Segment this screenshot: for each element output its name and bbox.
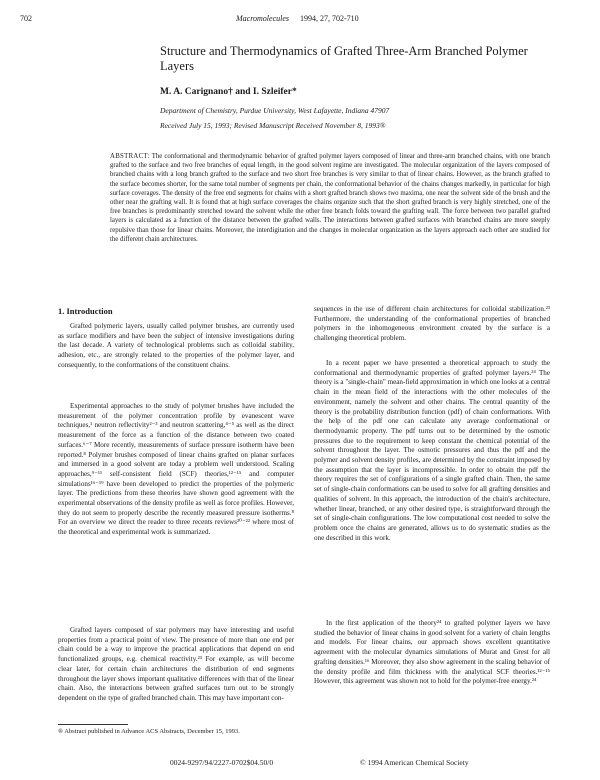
journal-name: Macromolecules (236, 14, 290, 23)
article-title: Structure and Thermodynamics of Grafted Three-Arm Branched Polymer Layers (160, 44, 528, 73)
footnote: ® Abstract published in Advance ACS Abstracts, December 15, 1993. (58, 728, 240, 735)
article-authors: M. A. Carignano† and I. Szleifer* (160, 87, 297, 97)
page-number: 702 (20, 14, 32, 23)
journal-citation: 1994, 27, 702-710 (300, 14, 359, 23)
paragraph: sequences in the use of different chain architectures for colloidal stabilization.²³ Furthermore, the understanding of the conformational properties of branched polymers in the inhomogeneous environment created by the surface is a challenging theoretical problem. (314, 305, 550, 343)
paragraph: Grafted polymeric layers, usually called polymer brushes, are currently used as surface modifiers and have been the subject of intensive investigations during the last decade. A variety of technological problems such as colloidal stability, adhesion, etc., are strongly related to the properties of the polymer layer, and consequently, to the conformations of the constituent chains. (58, 322, 294, 369)
left-column (58, 322, 294, 722)
paragraph: In a recent paper we have presented a theoretical approach to study the conformational and thermodynamic properties of grafted polymer layers.²⁴ The theory is a "single-chain" mean-field approximation in which one looks at a central chain in the mean field of the interactions with the other molecules of the environment, namely the solvent and other chains. The central quantity of the theory is the probability distribution function (pdf) of chain conformations. With the help of the pdf one can calculate any average conformational or thermodynamic property. The pdf turns out to be determined by the osmotic pressures due to the requirement to keep constant the chemical potential of the solvent throughout the layer. The osmotic pressures and thus the pdf and the polymer and solvent density profiles, are determined by the constraint imposed by the assumption that the layer is incompressible. In order to obtain the pdf the theory requires the set of configurations of a single grafted chain. Then, the same set of single-chain conformations can be used to solve for all grafting densities and qualities of solvent. In this approach, the introduction of the chain's architecture, whether linear, branched, or any other desired type, is straightforward through the set of single-chain configurations. The low computational cost needed to solve the problem once the chains are generated, allows us to do systematic studies as the one described in this work. (314, 359, 550, 542)
paragraph: Grafted layers composed of star polymers may have interesting and useful properties from a practical point of view. The presence of more than one end per chain could be a way to improve the practical applications that depend on end functionalized groups, e.g. chemical reactivity.²³ For example, as will become clear later, for certain chain architectures the distribution of end segments throughout the layer shows important qualitative differences with that of the linear chain. Also, the interactions between grafted surfaces turn out to be strongly dependent on the type of grafted branched chain. This may have important con- (58, 626, 294, 702)
abstract-text: The conformational and thermodynamic behavior of grafted polymer layers composed of linear and three-arm branched chains, with one branch grafted to the surface and two free branches of equal length, in the good solvent regime are investigated. The molecular organization of the layers composed of branched chains with a long branch grafted to the surface and two short free branches is very similar to that of linear chains. However, as the branch grafted to the surface becomes shorter, for the same total number of segments per chain, the conformational behavior of the chains changes markedly, in particular for high surface coverages. The density of the free end segments for chains with a short grafted branch shows two maxima, one near the solvent side of the brush and the other near the grafting wall. It is found that at high surface coverages the chains organize such that the short grafted branch is very highly stretched, one of the free branches is predominantly stretched toward the solvent while the other free branch folds toward the grafting wall. The force between two parallel grafted layers is calculated as a function of the distance between the grafted walls. The interactions between grafted surfaces with branched chains are more steeply repulsive than those for linear chains. Moreover, the interdigitation and the changes in molecular organization as the layers approach each other are studied for the different chain architectures. (110, 153, 551, 243)
author-affiliation: Department of Chemistry, Purdue University, West Lafayette, Indiana 47907 (160, 106, 390, 115)
right-column (314, 305, 550, 760)
footnote-rule (58, 724, 128, 725)
article-code: 0024-9297/94/2227-0702$04.50/0 (170, 758, 274, 767)
paragraph: In the first application of the theory²⁴ to grafted polymer layers we have studied the behavior of linear chains in good solvent for a variety of chain lengths and models. For linear chains, our approach shows excellent quantitative agreement with the molecular dynamics simulations of Murat and Grest for all grafting densities.¹⁶ Moreover, they also show agreement in the scaling behavior of the density profile and film thickness with the analytical SCF theories.¹²⁻¹⁵ However, this agreement was shown not to hold for the polymer-free energy.²⁴ (314, 619, 550, 686)
abstract (110, 152, 550, 244)
paragraph: Experimental approaches to the study of polymer brushes have included the measurement of the polymer concentration profile by evanescent wave techniques,¹ neutron reflectivity²⁻³ and neutron scattering,⁴⁻⁵ as well as the direct measurement of the force as a function of the distance between two coated surfaces.⁶⁻⁷ More recently, measurements of surface pressure isotherm have been reported.⁸ Polymer brushes composed of linear chains grafted on planar surfaces and immersed in a good solvent are today a problem well understood. Scaling approaches,⁹⁻¹¹ self-consistent field (SCF) theories,¹²⁻¹⁵ and computer simulations¹⁶⁻¹⁹ have been developed to predict the properties of the polymeric layer. The predictions from these theories have shown good agreement with the experimental observations of the density profile as well as force profiles. However, they do not seem to properly describe the recently measured pressure isotherms.⁸ For an overview we direct the reader to three recents reviews²⁰⁻²² where most of the theoretical and experimental work is summarized. (58, 402, 294, 537)
copyright: © 1994 American Chemical Society (360, 758, 469, 767)
received-dates: Received July 15, 1993; Revised Manuscript Received November 8, 1993® (160, 121, 386, 130)
abstract-label: ABSTRACT: (110, 153, 150, 160)
section-heading: 1. Introduction (58, 306, 113, 316)
